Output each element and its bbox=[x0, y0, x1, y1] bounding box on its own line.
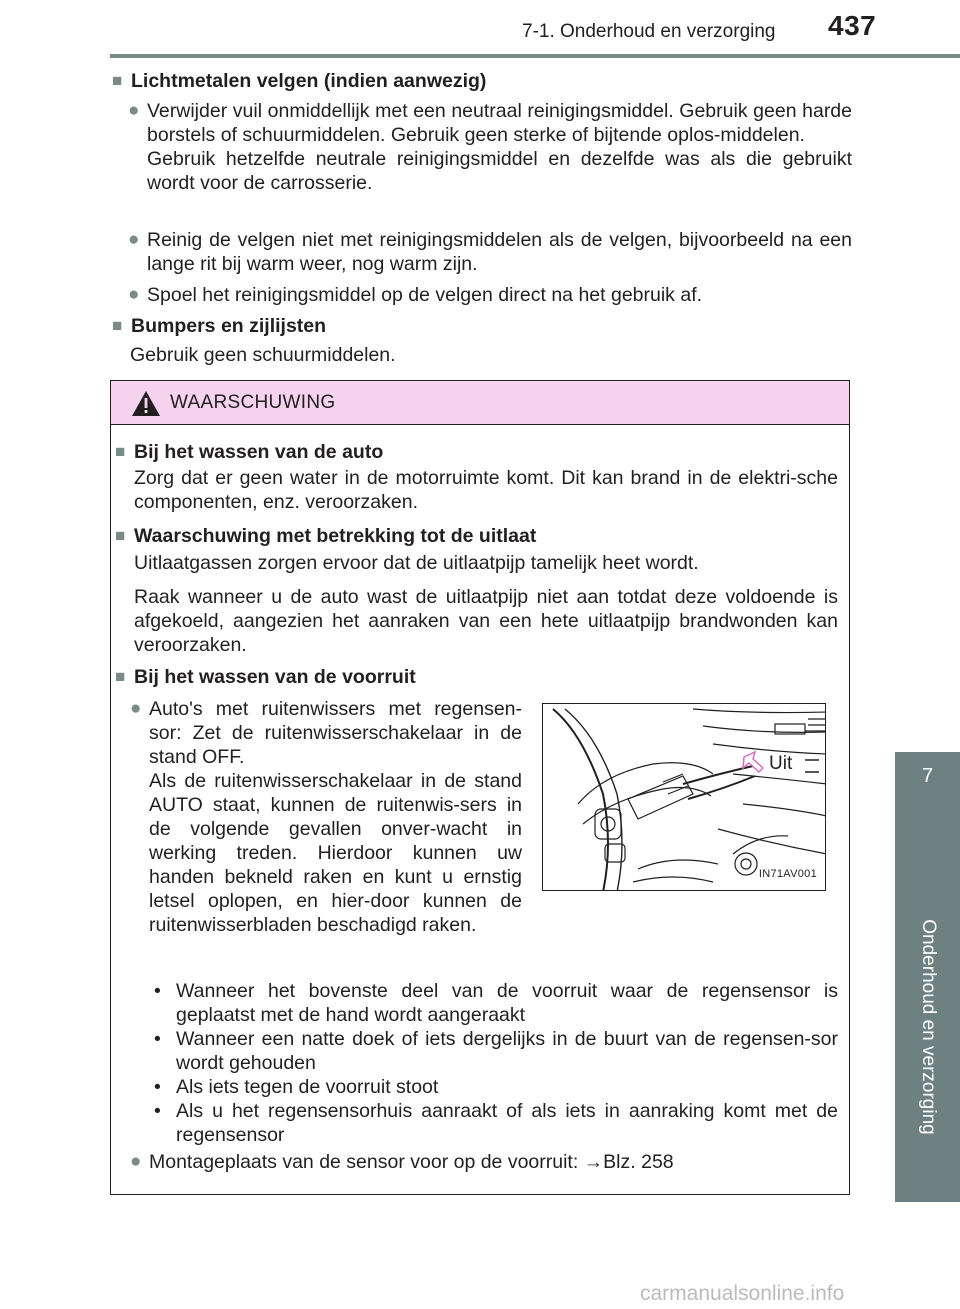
circle-bullet-icon: ● bbox=[130, 1151, 142, 1172]
list-item: • Wanneer het bovenste deel van de voorruit waar de regensensor is geplaatst met de hand wordt aangeraakt bbox=[154, 980, 838, 1026]
velgen-bullet-2-text: Reinig de velgen niet met reinigingsmiddelen als de velgen, bijvoorbeeld na een lange rit bij warm weer, nog warm zijn. bbox=[147, 229, 852, 275]
warning-section-3-bullet-2-text: Montageplaats van de sensor voor op de voorruit: →Blz. 258 bbox=[149, 1151, 674, 1173]
warning-section-1-heading-row bbox=[115, 440, 850, 464]
warning-section-2-text-1: Uitlaatgassen zorgen ervoor dat de uitlaatpijp tamelijk heet wordt. bbox=[134, 552, 699, 574]
warning-section-3-bullet-1-text-2: Als de ruitenwisserschakelaar in de stand AUTO staat, kunnen de ruitenwis-sers in de volgende gevallen onver-wacht in werking treden. Hierdoor kunnen uw handen bekneld raken en kunt u ernstig letsel oplopen, en hier-door kunnen de ruitenwisserbladen beschadigd raken. bbox=[149, 770, 522, 936]
circle-bullet-icon: ● bbox=[128, 229, 140, 250]
square-bullet-icon: ■ bbox=[112, 316, 123, 335]
page-number: 437 bbox=[828, 10, 877, 41]
square-bullet-icon: ■ bbox=[115, 667, 126, 686]
chapter-side-tab bbox=[895, 752, 960, 1202]
bumpers-text: Gebruik geen schuurmiddelen. bbox=[130, 344, 396, 366]
figure-code: IN71AV001 bbox=[758, 868, 817, 880]
list-item: • Als u het regensensorhuis aanraakt of als iets in aanraking komt met de regensensor bbox=[154, 1100, 838, 1146]
list-item: • Wanneer een natte doek of iets dergelijks in de buurt van de regensen-sor wordt gehouden bbox=[154, 1028, 838, 1074]
velgen-bullet-1 bbox=[128, 99, 852, 195]
warning-header bbox=[111, 381, 849, 425]
bumpers-heading: Bumpers en zijlijsten bbox=[131, 315, 327, 337]
warning-section-1-heading: Bij het wassen van de auto bbox=[134, 441, 384, 463]
warning-section-3-bullet-2 bbox=[130, 1150, 838, 1174]
watermark: carmanualsonline.info bbox=[640, 1282, 845, 1305]
square-bullet-icon: ■ bbox=[115, 442, 126, 461]
bumpers-heading-row bbox=[112, 314, 852, 338]
list-item-text: Als iets tegen de voorruit stoot bbox=[176, 1076, 439, 1098]
velgen-heading: Lichtmetalen velgen (indien aanwezig) bbox=[131, 70, 487, 92]
warning-title: WAARSCHUWING bbox=[170, 392, 336, 413]
warning-section-2-heading: Waarschuwing met betrekking tot de uitlaat bbox=[134, 525, 537, 547]
header-divider bbox=[110, 54, 960, 58]
warning-section-3-bullet-1 bbox=[130, 697, 522, 937]
wiper-switch-figure bbox=[542, 703, 826, 891]
warning-section-3-heading-row bbox=[115, 665, 850, 689]
figure-label-uit: Uit bbox=[769, 753, 793, 774]
warning-section-3-heading: Bij het wassen van de voorruit bbox=[134, 666, 416, 688]
warning-section-2-heading-row bbox=[115, 524, 850, 548]
circle-bullet-icon: ● bbox=[130, 698, 142, 719]
velgen-heading-row bbox=[112, 69, 852, 93]
warning-triangle-icon bbox=[131, 390, 161, 417]
velgen-bullet-1-text: Verwijder vuil onmiddellijk met een neutraal reinigingsmiddel. Gebruik geen harde borstels of schuurmiddelen. Gebruik geen sterke of bijtende oplos-middelen. bbox=[147, 100, 852, 146]
chapter-label: Onderhoud en verzorging bbox=[918, 919, 939, 1135]
list-item-text: Wanneer een natte doek of iets dergelijks in de buurt van de regensen-sor wordt gehouden bbox=[176, 1028, 838, 1074]
circle-bullet-icon: ● bbox=[128, 100, 140, 121]
square-bullet-icon: ■ bbox=[112, 71, 123, 90]
chapter-number: 7 bbox=[921, 765, 934, 787]
section-title: 7-1. Onderhoud en verzorging bbox=[522, 21, 776, 42]
velgen-bullet-2 bbox=[128, 228, 852, 276]
velgen-bullet-3-text: Spoel het reinigingsmiddel op de velgen direct na het gebruik af. bbox=[147, 284, 703, 306]
list-item-text: Wanneer het bovenste deel van de voorruit waar de regensensor is geplaatst met de hand wordt aangeraakt bbox=[176, 980, 838, 1026]
list-item: • Als iets tegen de voorruit stoot bbox=[154, 1075, 838, 1099]
circle-bullet-icon: ● bbox=[128, 284, 140, 305]
warning-section-1-text: Zorg dat er geen water in de motorruimte komt. Dit kan brand in de elektri-sche componenten, enz. veroorzaken. bbox=[134, 467, 838, 513]
list-item-text: Als u het regensensorhuis aanraakt of als iets in aanraking komt met de regensensor bbox=[176, 1100, 838, 1146]
warning-section-2-text-2: Raak wanneer u de auto wast de uitlaatpijp niet aan totdat deze voldoende is afgekoeld, aangezien het aanraken van een hete uitlaatpijp brandwonden kan veroorzaken. bbox=[134, 586, 838, 656]
warning-section-3-bullet-1-text: Auto's met ruitenwissers met regensen-sor: Zet de ruitenwisserschakelaar in de stand OFF. bbox=[149, 698, 522, 768]
warning-list bbox=[154, 979, 838, 1147]
velgen-bullet-3 bbox=[128, 283, 852, 307]
square-bullet-icon: ■ bbox=[115, 526, 126, 545]
velgen-bullet-1-text-2: Gebruik hetzelfde neutrale reinigingsmiddel en dezelfde was als die gebruikt wordt voor de carrosserie. bbox=[147, 148, 852, 194]
